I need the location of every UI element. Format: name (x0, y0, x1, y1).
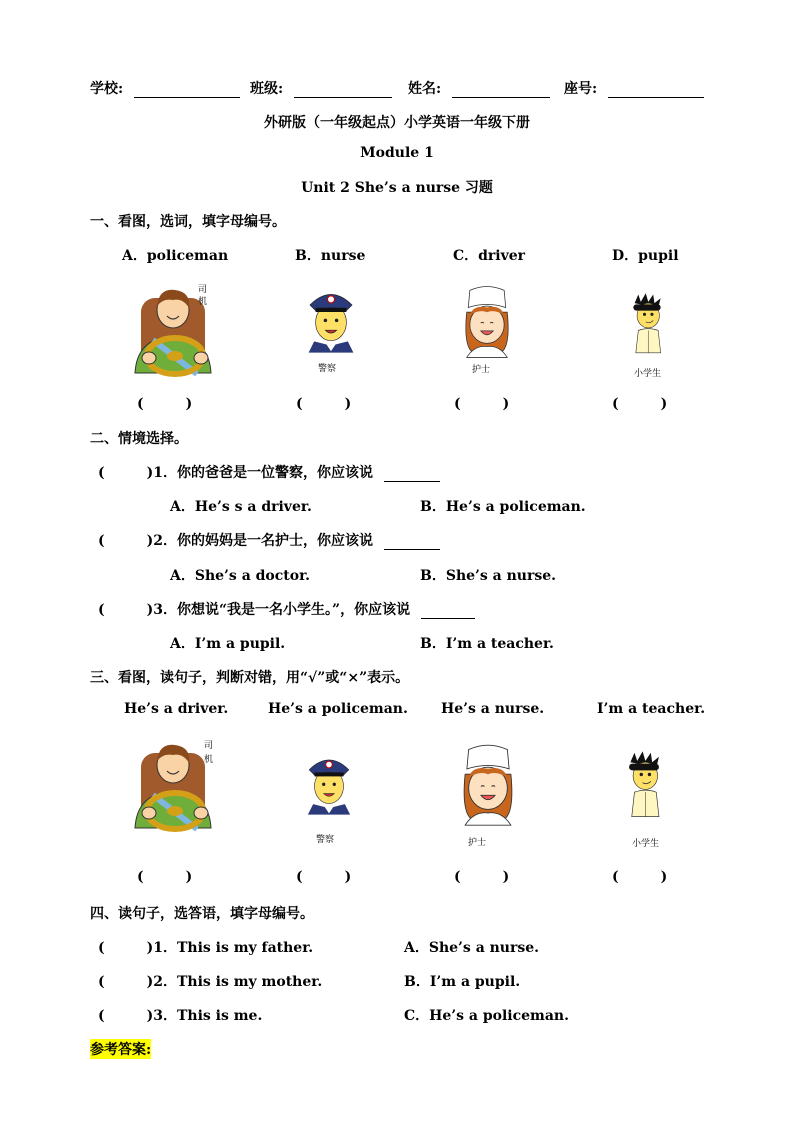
driver-image (123, 278, 223, 378)
sentence-2: He’s a policeman. (268, 701, 408, 717)
question-2-1-text: ( )1．你的爸爸是一位警察，你应该说 (98, 465, 373, 481)
section3-title: 三、看图，读句子，判断对错，用“√”或“×”表示。 (90, 670, 410, 686)
school-blank[interactable] (134, 83, 240, 98)
nurse-image (448, 280, 526, 360)
sentence-4: I’m a teacher. (597, 701, 706, 717)
section4-title: 四、读句子，选答语，填字母编号。 (90, 906, 314, 922)
pupil-caption: 小学生 (634, 369, 662, 379)
policeman-image-2 (296, 733, 362, 833)
question-2-1-blank[interactable] (384, 467, 440, 482)
policeman-image (296, 276, 366, 362)
pupil-image-2 (610, 735, 678, 833)
choice-2-1-a: A．He’s s a driver. (170, 499, 312, 515)
sentence-1: He’s a driver. (124, 701, 229, 717)
reply-4-b: B．I’m a pupil. (404, 974, 521, 990)
judge-blank-4[interactable]: ( ) (612, 869, 668, 885)
driver-caption-1: 司 (198, 285, 208, 295)
judge-blank-3[interactable]: ( ) (454, 869, 510, 885)
answers-title: 参考答案: (90, 1039, 151, 1059)
question-2-3 (98, 599, 475, 619)
judge-blank-1[interactable]: ( ) (137, 869, 193, 885)
answer-blank-4[interactable]: ( ) (612, 396, 668, 412)
option-c: C．driver (453, 248, 526, 264)
option-b: B．nurse (295, 248, 366, 264)
choice-2-1-b: B．He’s a policeman. (420, 499, 586, 515)
choice-2-3-a: A．I’m a pupil. (170, 636, 286, 652)
school-field (90, 78, 240, 98)
nurse-caption-2: 护士 (468, 838, 487, 848)
question-4-2: ( )2．This is my mother. (98, 974, 323, 990)
question-2-2-text: ( )2．你的妈妈是一名护士，你应该说 (98, 533, 373, 549)
driver-caption-2-1: 司 (204, 741, 214, 751)
choice-2-2-a: A．She’s a doctor. (170, 568, 311, 584)
option-d: D．pupil (612, 248, 679, 264)
answer-blank-1[interactable]: ( ) (137, 396, 193, 412)
judge-blank-2[interactable]: ( ) (296, 869, 352, 885)
reply-4-c: C．He’s a policeman. (404, 1008, 569, 1024)
pupil-image (616, 282, 678, 364)
choice-2-3-b: B．I’m a teacher. (420, 636, 554, 652)
question-4-1: ( )1．This is my father. (98, 940, 314, 956)
question-2-2-blank[interactable] (384, 535, 440, 550)
unit-title: Unit 2 She’s a nurse 习题 (301, 180, 493, 196)
seat-label: 座号: (564, 81, 598, 97)
question-2-1 (98, 462, 440, 482)
class-blank[interactable] (294, 83, 392, 98)
driver-caption-2-2: 机 (204, 755, 214, 765)
seat-field (564, 78, 704, 98)
policeman-caption-2: 警察 (316, 835, 335, 845)
name-blank[interactable] (452, 83, 550, 98)
seat-blank[interactable] (608, 83, 704, 98)
pupil-caption-2: 小学生 (632, 839, 660, 849)
option-a: A．policeman (122, 248, 229, 264)
nurse-caption: 护士 (472, 365, 491, 375)
name-field (408, 78, 550, 98)
school-label: 学校: (90, 81, 124, 97)
answer-blank-3[interactable]: ( ) (454, 396, 510, 412)
reply-4-a: A．She’s a nurse. (404, 940, 540, 956)
question-2-3-text: ( )3．你想说“我是一名小学生。”，你应该说 (98, 602, 411, 618)
class-field (250, 78, 392, 98)
sentence-3: He’s a nurse. (441, 701, 545, 717)
question-4-3: ( )3．This is me. (98, 1008, 263, 1024)
name-label: 姓名: (408, 81, 442, 97)
policeman-caption: 警察 (318, 364, 337, 374)
answer-blank-2[interactable]: ( ) (296, 396, 352, 412)
book-title: 外研版（一年级起点）小学英语一年级下册 (264, 115, 530, 131)
section2-title: 二、情境选择。 (90, 431, 188, 447)
choice-2-2-b: B．She’s a nurse. (420, 568, 557, 584)
question-2-2 (98, 530, 440, 550)
driver-caption-2: 机 (198, 297, 208, 307)
nurse-image-2 (444, 733, 532, 833)
question-2-3-blank[interactable] (421, 604, 475, 619)
section1-title: 一、看图，选词，填字母编号。 (90, 214, 286, 230)
module-title: Module 1 (360, 145, 434, 161)
class-label: 班级: (250, 81, 284, 97)
